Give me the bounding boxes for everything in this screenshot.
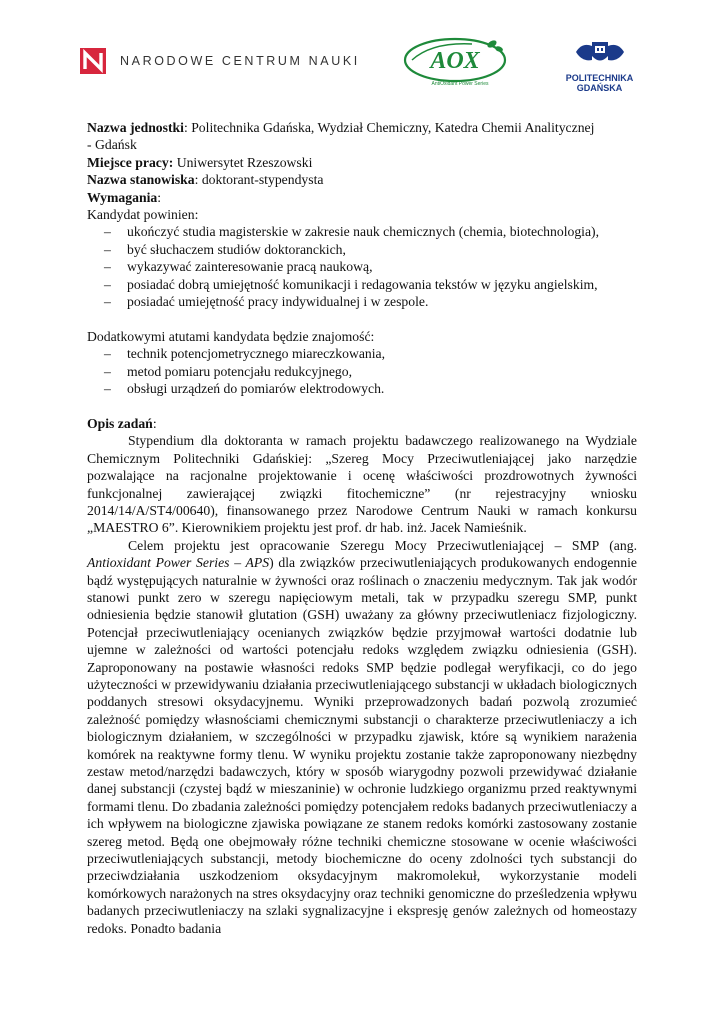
tasks-label: Opis zadań xyxy=(87,415,153,431)
position-label: Nazwa stanowiska xyxy=(87,172,195,188)
page-header xyxy=(80,36,640,96)
list-item: – wykazywać zainteresowanie pracą naukową, xyxy=(87,258,637,275)
unit-label: Nazwa jednostki xyxy=(87,120,184,135)
list-item: – metod pomiaru potencjału redukcyjnego, xyxy=(87,363,637,380)
requirements-heading: Wymagania: xyxy=(87,189,162,205)
unit-value: : Politechnika Gdańska, Wydział Chemiczny, Katedra Chemii Analitycznej xyxy=(183,120,595,135)
aox-logo xyxy=(402,36,508,93)
place-value: Uniwersytet Rzeszowski xyxy=(173,154,313,170)
unit-line xyxy=(87,119,637,136)
list-item: – posiadać dobrą umiejętność komunikacji i redagowania tekstów w języku angielskim, xyxy=(87,276,637,293)
list-item: – ukończyć studia magisterskie w zakresie nauk chemicznych (chemia, biotechnologia), xyxy=(87,223,637,240)
aox-logo-text: AOX xyxy=(430,48,480,74)
requirements-label: Wymagania xyxy=(87,189,158,205)
list-item: – obsługi urządzeń do pomiarów elektrodowych. xyxy=(87,380,637,397)
paragraph-stipend: Stypendium dla doktoranta w ramach projektu badawczego realizowanego na Wydziale Chemicznym Politechniki Gdańskiej: „Szereg Mocy Przeciwutleniającej jako narzędzie pozwalające na racjonalne projektowanie i ocenę właściwości prozdrowotnych żywności funkcjonalnej zawierającej związki fitochemiczne” (nr rejestracyjny wniosku 2014/14/A/ST4/00640), finansowanego przez Narodowe Centrum Nauki w ramach konkursu „MAESTRO 6”. Kierownikiem projektu jest prof. dr hab. inż. Jacek Namieśnik. xyxy=(87,433,637,536)
document-body xyxy=(87,119,637,937)
ncn-logo xyxy=(80,48,360,74)
pg-logo xyxy=(562,38,637,93)
pg-crest-icon xyxy=(572,38,628,66)
candidate-intro: Kandydat powinien: xyxy=(87,207,199,223)
place-line xyxy=(87,154,637,171)
place-label: Miejsce pracy: xyxy=(87,154,174,170)
ncn-name: NARODOWE CENTRUM NAUKI xyxy=(120,54,360,68)
position-value: : doktorant-stypendysta xyxy=(194,172,324,188)
pg-name-line1: POLITECHNIKA xyxy=(565,73,634,83)
ncn-emblem-icon xyxy=(80,48,106,74)
aox-tagline: AntiOxidant Power Series xyxy=(431,81,489,87)
tasks-heading: Opis zadań: xyxy=(87,415,157,431)
list-item: – technik potencjometrycznego miareczkowania, xyxy=(87,345,637,362)
aps-term: Antioxidant Power Series – APS xyxy=(87,555,270,571)
list-item: – posiadać umiejętność pracy indywidualnej i w zespole. xyxy=(87,293,637,310)
list-item: – być słuchaczem studiów doktoranckich, xyxy=(87,241,637,258)
extras-intro: Dodatkowymi atutami kandydata będzie znajomość: xyxy=(87,328,375,344)
paragraph-project-goal: Celem projektu jest opracowanie Szeregu Mocy Przeciwutleniającej – SMP (ang. Antioxidant Power Series – APS) dla związków przeciwutleniających produkowanych endogennie bądź występujących naturalnie w żywności oraz roślinach o znaczeniu medycznym. Tak jak wodór stanowi punkt zero w szeregu napięciowym metali, tak w przypadku szeregu SMP, punkt odniesienia będzie stanowił glutation (GSH) uważany za główny przeciwutleniacz fizjologiczny. Potencjał przeciwutleniający ocenianych związków będzie przyjmował wartości dodatnie lub ujemne w zależności od wartości potencjału redoks względem związku odniesienia (GSH). Zaproponowany na postawie własności redoks SMP będzie podlegał weryfikacji, co do jego użyteczności w przewidywaniu działania przeciwutleniającego substancji w układach biologicznych poddanych stresowi oksydacyjnemu. Wyniki przeprowadzonych badań pozwolą zrozumieć zależność pomiędzy własnościami chemicznymi substancji o charakterze przeciwutleniaczy a ich biologicznym działaniem, w szczególności w przypadku zjawisk, które są wynikiem narażenia komórek na reaktywne formy tlenu. W wyniku projektu zostanie także zaproponowany niezbędny zestaw metod/narzędzi badawczych, który w sposób wiarygodny pozwoli przewidywać działanie danej substancji (czystej bądź w mieszaninie) w ochronie ludzkiego organizmu przed reaktywnymi formami tlenu. Do zbadania zależności pomiędzy potencjałem redoks badanych przeciwutleniaczy a ich wpływem na biologiczne zjawiska powiązane ze stanem redoks komórki zastosowany zostanie szereg metod. Będą one obejmowały różne techniki chemiczne stosowane w ocenie właściwości przeciwutleniających substancji, metody biochemiczne do oceny zdolności tych substancji do przeciwdziałania uszkodzeniom oksydacyjnym makromolekuł, wykorzystanie modeli komórkowych narażonych na stres oksydacyjny oraz techniki genomiczne do prześledzenia wpływu badanych przeciwutleniaczy na szlaki sygnalizacyjne i ekspresję genów zależnych od homeostazy redoks. Ponadto badania xyxy=(87,537,637,936)
position-line xyxy=(87,171,637,188)
requirements-list xyxy=(87,223,637,310)
pg-name-line2: GDAŃSKA xyxy=(576,83,623,93)
extras-list xyxy=(87,345,637,397)
unit-line-cont: - Gdańsk xyxy=(87,137,137,153)
